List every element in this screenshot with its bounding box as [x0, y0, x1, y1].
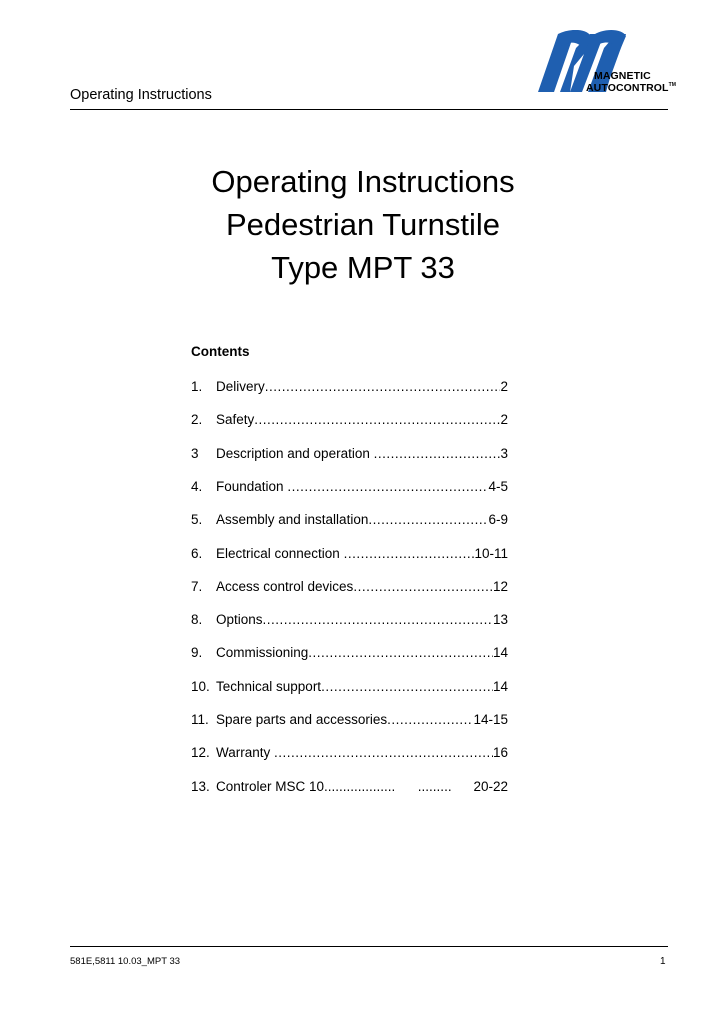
toc-entry-number: 10.: [191, 678, 210, 694]
toc-entry-title: Commissioning: [216, 645, 309, 661]
toc-entry: [191, 446, 508, 464]
toc-entry-page: 4-5: [488, 478, 508, 494]
toc-entry-number: 3: [191, 445, 199, 461]
toc-entry: [191, 412, 508, 430]
toc-entry: [191, 512, 508, 530]
toc-entry-leader: [368, 512, 488, 527]
toc-entry-page: 12: [492, 578, 508, 594]
toc-entry: [191, 745, 508, 763]
toc-entry-leader: [374, 446, 501, 461]
toc-entry-number: 11.: [191, 712, 209, 727]
toc-entry-title: Access control devices: [216, 578, 354, 594]
logo-autocontrol-word: AUTOCONTROL: [586, 82, 669, 94]
toc-entry-leader: [274, 745, 493, 760]
toc-entry-leader: [387, 712, 473, 727]
toc-entry-title: Controler MSC 10................... .........: [216, 778, 452, 794]
toc-entry-number: 2.: [191, 412, 203, 428]
toc-entry-title: Electrical connection: [216, 545, 344, 561]
footer-divider: [70, 946, 668, 947]
toc-entry: [191, 579, 508, 597]
toc-entry-page: 13: [492, 612, 508, 628]
toc-entry-leader: [344, 546, 475, 561]
toc-entry-leader: [308, 645, 493, 660]
toc-entry-page: 6-9: [488, 512, 508, 528]
toc-entry-title: Delivery: [216, 379, 265, 394]
toc-entry: [191, 645, 508, 663]
toc-entry-leader: [265, 379, 501, 394]
toc-entry-page: 10-11: [474, 545, 508, 561]
toc-entry-number: 6.: [191, 545, 203, 561]
toc-entry-page: 16: [492, 745, 508, 761]
toc-entry-title: Description and operation: [216, 445, 374, 461]
footer-doc-code: 581E,5811 10.03_MPT 33: [70, 956, 181, 967]
toc-entry-title: Spare parts and accessories: [216, 712, 388, 727]
toc-entry-leader: [353, 579, 493, 594]
toc-entry-page: 14: [492, 678, 508, 694]
toc-entry-title: Safety: [216, 412, 255, 428]
toc-entry: [191, 379, 508, 397]
toc-entry: [191, 479, 508, 497]
toc-entry-title: Assembly and installation: [216, 512, 369, 528]
header-title: Operating Instructions: [70, 87, 212, 103]
toc-entry-page: 2: [500, 412, 508, 428]
magnetic-autocontrol-logo: [530, 30, 680, 110]
toc-entry-leader: [263, 612, 493, 627]
toc-entry-title: Warranty: [216, 745, 275, 761]
document-title: [150, 160, 576, 289]
toc-entry-leader: [321, 679, 493, 694]
toc-entry-number: 1.: [191, 379, 203, 394]
toc-entry-number: 4.: [191, 478, 203, 494]
contents-heading: Contents: [191, 344, 250, 359]
toc-entry-number: 7.: [191, 578, 203, 594]
logo-text-autocontrol: [586, 82, 676, 94]
toc-entry: [191, 679, 508, 697]
title-line-1: Operating Instructions: [211, 164, 515, 199]
toc-entry-number: 13.: [191, 778, 210, 794]
toc-entry-title: Foundation: [216, 478, 288, 494]
toc-entry: [191, 712, 508, 730]
title-line-2: Pedestrian Turnstile: [226, 207, 500, 242]
toc-entry: [191, 779, 508, 797]
toc-entry-leader: [287, 479, 488, 494]
toc-entry-title: Options: [216, 612, 263, 628]
toc-entry-title: Technical support: [216, 678, 322, 694]
toc-entry-number: 12.: [191, 745, 210, 761]
toc-entry-page: 3: [500, 445, 508, 461]
toc-entry-leader: [254, 412, 500, 427]
title-line-3: Type MPT 33: [271, 250, 455, 285]
toc-entry-page: 2: [500, 379, 508, 394]
logo-text-magnetic: MAGNETIC: [594, 70, 651, 82]
toc-entry-number: 5.: [191, 512, 203, 528]
toc-entry-page: 20-22: [469, 778, 508, 794]
toc-entry-page: 14: [492, 645, 508, 661]
toc-entry-number: 9.: [191, 645, 203, 661]
toc-entry: [191, 546, 508, 564]
footer-page-number: 1: [660, 956, 666, 967]
toc-entry-page: 14-15: [473, 712, 508, 727]
toc-entry: [191, 612, 508, 630]
trademark-mark: TM: [668, 82, 676, 88]
toc-entry-number: 8.: [191, 612, 203, 628]
